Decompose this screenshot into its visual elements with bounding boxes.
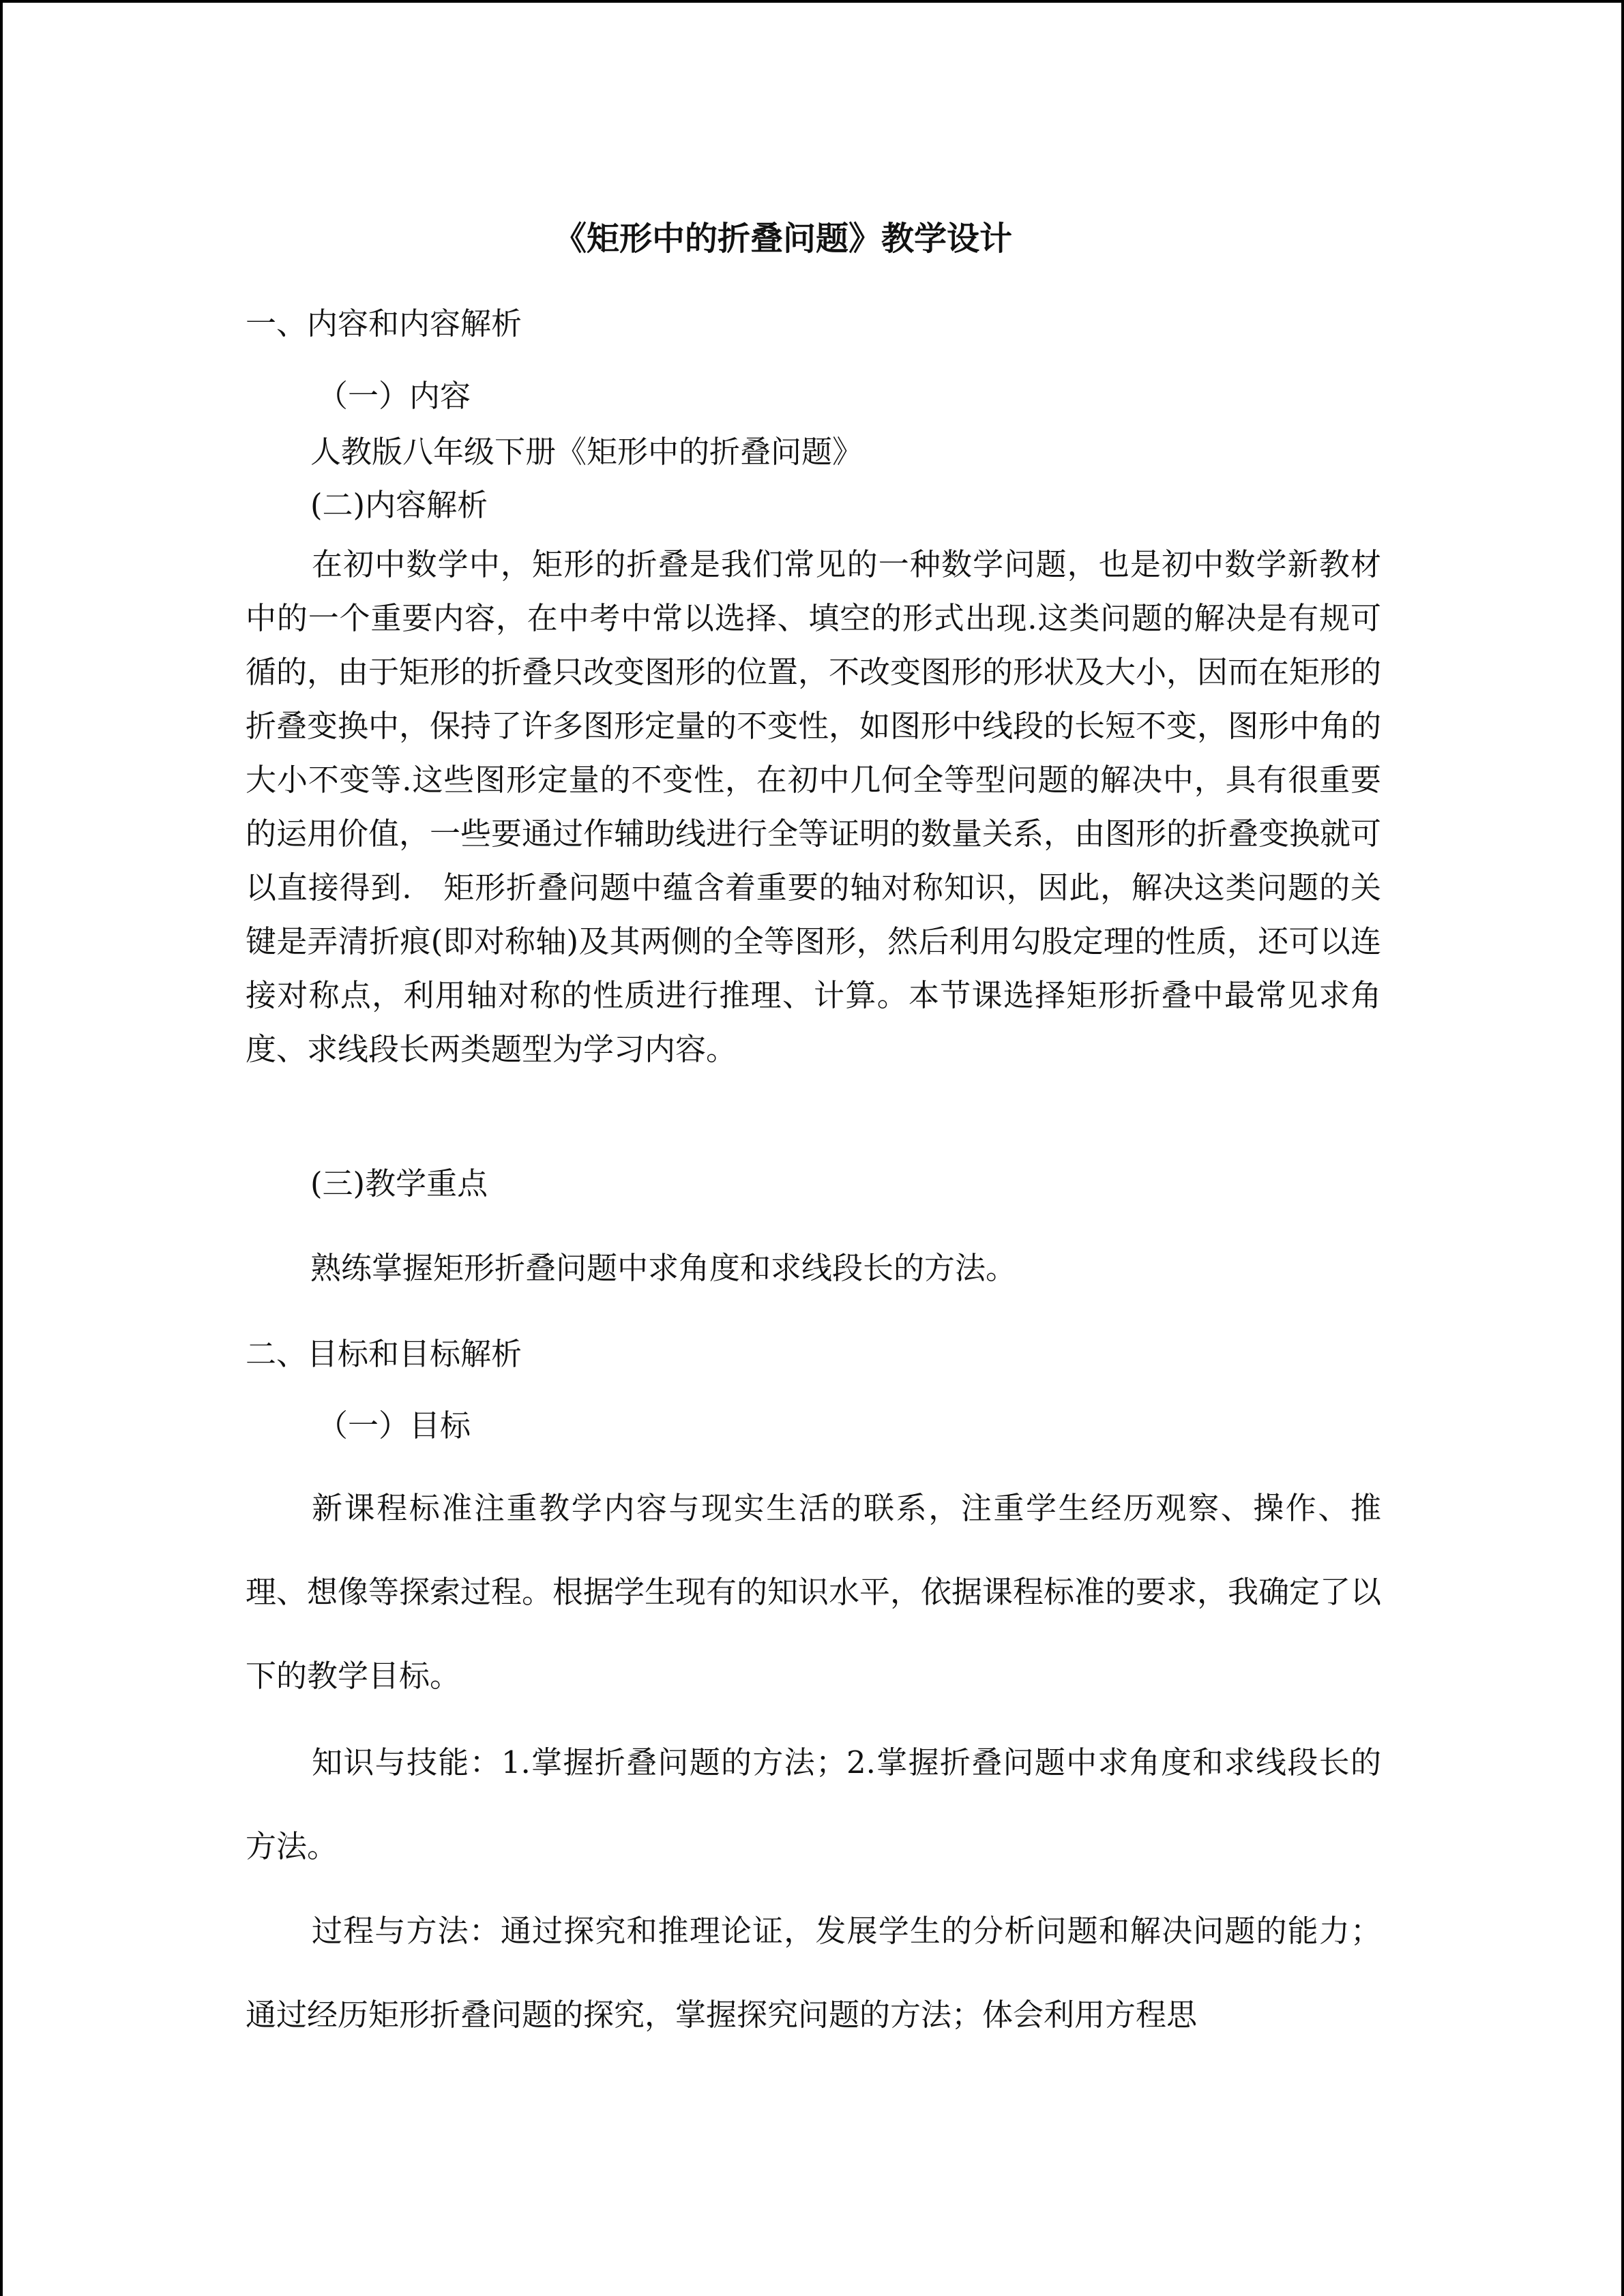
section1-sub1-text: 人教版八年级下册《矩形中的折叠问题》 — [310, 434, 863, 470]
section1-sub2-paragraph: 在初中数学中，矩形的折叠是我们常见的一种数学问题，也是初中数学新教材中的一个重要内容，在中考中常以选择、填空的形式出现.这类问题的解决是有规可循的，由于矩形的折叠只改变图形的位置，不改变图形的形状及大小，因而在矩形的折叠变换中，保持了许多图形定量的不变性，如图形中线段的长短不变，图形中角的大小不变等.这些图形定量的不变性，在初中几何全等型问题的解决中，具有很重要的运用价值，一些要通过作辅助线进行全等证明的数量关系，由图形的折叠变换就可以直接得到. 矩形折叠问题中蕴含着重要的轴对称知识，因此，解决这类问题的关键是弄清折痕(即对称轴)及其两侧的全等图形，然后利用勾股定理的性质，还可以连接对称点，利用轴对称的性质进行推理、计算。本节课选择矩形折叠中最常见求角度、求线段长两类题型为学习内容。 — [246, 546, 1382, 1067]
page-border-left — [0, 0, 3, 2296]
section1-heading: 一、内容和内容解析 — [246, 305, 522, 342]
page-border-right — [1621, 0, 1624, 2296]
document-title: 《矩形中的折叠问题》教学设计 — [554, 220, 1013, 258]
section1-sub3-text: 熟练掌握矩形折叠问题中求角度和求线段长的方法。 — [310, 1250, 1017, 1286]
section2-paragraph-1: 新课程标准注重教学内容与现实生活的联系，注重学生经历观察、操作、推理、想像等探索过程。根据学生现有的知识水平，依据课程标准的要求，我确定了以下的教学目标。 — [246, 1490, 1382, 1694]
section2-paragraph-3: 过程与方法：通过探究和推理论证，发展学生的分析问题和解决问题的能力；通过经历矩形折叠问题的探究，掌握探究问题的方法；体会利用方程思 — [246, 1913, 1381, 2033]
section1-sub2-heading: (二)内容解析 — [310, 487, 488, 523]
section2-sub1-heading: （一）目标 — [317, 1407, 471, 1444]
section1-sub3-heading: (三)教学重点 — [310, 1165, 488, 1202]
section2-paragraph-2: 知识与技能：1.掌握折叠问题的方法；2.掌握折叠问题中求角度和求线段长的方法。 — [246, 1744, 1381, 1864]
section2-heading: 二、目标和目标解析 — [246, 1336, 522, 1372]
section1-sub1-heading: （一）内容 — [317, 378, 471, 414]
page-border-top — [0, 0, 1624, 3]
